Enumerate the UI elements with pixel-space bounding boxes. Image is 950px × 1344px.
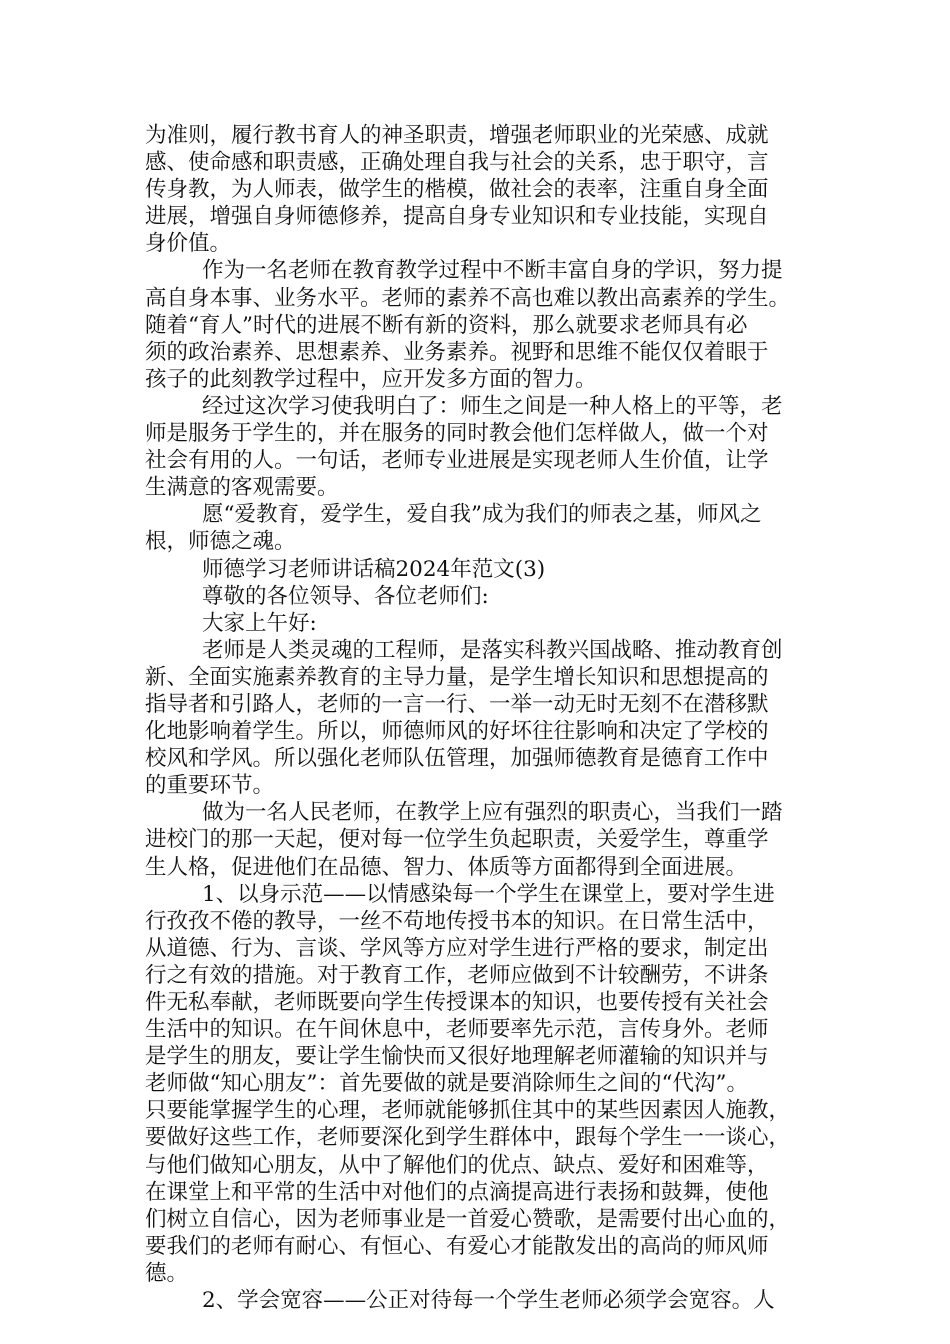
text-line: 行孜孜不倦的教导，一丝不苟地传授书本的知识。在日常生活中， bbox=[145, 908, 769, 934]
text-line: 社会有用的人。一句话，老师专业进展是实现老师人生价值，让学 bbox=[145, 448, 769, 474]
text-line: 生活中的知识。在午间休息中，老师要率先示范，言传身外。老师 bbox=[145, 1017, 769, 1043]
text-line: 为准则，履行教书育人的神圣职责，增强老师职业的光荣感、成就 bbox=[145, 123, 769, 148]
text-line: 进展，增强自身师德修养，提高自身专业知识和专业技能，实现自 bbox=[145, 204, 769, 230]
text-line: 要做好这些工作，老师要深化到学生群体中，跟每个学生一一谈心， bbox=[145, 1125, 791, 1151]
document-body bbox=[145, 122, 825, 1314]
text-line: 随着“育人”时代的进展不断有新的资料，那么就要求老师具有必 bbox=[145, 312, 748, 338]
text-line: 生人格，促进他们在品德、智力、体质等方面都得到全面进展。 bbox=[145, 854, 748, 880]
text-line: 在课堂上和平常的生活中对他们的点滴提高进行表扬和鼓舞，使他 bbox=[145, 1179, 769, 1205]
text-line: 指导者和引路人，老师的一言一行、一举一动无时无刻不在潜移默 bbox=[145, 691, 769, 717]
text-line: 德。 bbox=[145, 1260, 189, 1286]
paragraph-first-line: 师德学习老师讲话稿2024年范文(3) bbox=[202, 556, 546, 582]
paragraph-first-line: 尊敬的各位领导、各位老师们: bbox=[202, 583, 489, 609]
paragraph-first-line: 大家上午好: bbox=[202, 610, 317, 636]
text-line: 校风和学风。所以强化老师队伍管理，加强师德教育是德育工作中 bbox=[145, 746, 769, 772]
text-line: 与他们做知心朋友，从中了解他们的优点、缺点、爱好和困难等， bbox=[145, 1152, 769, 1178]
text-line: 师是服务于学生的，并在服务的同时教会他们怎样做人，做一个对 bbox=[145, 421, 769, 447]
text-line: 孩子的此刻教学过程中，应开发多方面的智力。 bbox=[145, 366, 597, 392]
text-line: 的重要环节。 bbox=[145, 773, 275, 799]
paragraph-first-line: 老师是人类灵魂的工程师，是落实科教兴国战略、推动教育创 bbox=[202, 637, 783, 663]
text-line: 进校门的那一天起，便对每一位学生负起职责，关爱学生，尊重学 bbox=[145, 827, 769, 853]
text-line: 行之有效的措施。对于教育工作，老师应做到不计较酬劳，不讲条 bbox=[145, 962, 769, 988]
text-line: 从道德、行为、言谈、学风等方应对学生进行严格的要求，制定出 bbox=[145, 935, 769, 961]
text-line: 化地影响着学生。所以，师德师风的好坏往往影响和决定了学校的 bbox=[145, 719, 769, 745]
text-line: 感、使命感和职责感，正确处理自我与社会的关系，忠于职守，言 bbox=[145, 150, 769, 176]
text-line: 身价值。 bbox=[145, 231, 232, 257]
text-line: 老师做“知心朋友”：首先要做的就是要消除师生之间的“代沟”。 bbox=[145, 1071, 748, 1097]
text-line: 须的政治素养、思想素养、业务素养。视野和思维不能仅仅着眼于 bbox=[145, 339, 769, 365]
text-line: 要我们的老师有耐心、有恒心、有爱心才能散发出的高尚的师风师 bbox=[145, 1233, 769, 1259]
text-line: 件无私奉献，老师既要向学生传授课本的知识，也要传授有关社会 bbox=[145, 990, 769, 1015]
text-line: 新、全面实施素养教育的主导力量，是学生增长知识和思想提高的 bbox=[145, 664, 769, 690]
text-line: 只要能掌握学生的心理，老师就能够抓住其中的某些因素因人施教， bbox=[145, 1098, 791, 1124]
text-line: 传身教，为人师表，做学生的楷模，做社会的表率，注重自身全面 bbox=[145, 177, 769, 203]
paragraph-first-line: 愿“爱教育，爱学生，爱自我”成为我们的师表之基，师风之 bbox=[202, 502, 762, 528]
paragraph-first-line: 作为一名老师在教育教学过程中不断丰富自身的学识，努力提 bbox=[202, 258, 783, 284]
paragraph-first-line: 经过这次学习使我明白了：师生之间是一种人格上的平等，老 bbox=[202, 393, 783, 419]
text-line: 生满意的客观需要。 bbox=[145, 475, 339, 501]
text-line: 是学生的朋友，要让学生愉快而又很好地理解老师灌输的知识并与 bbox=[145, 1044, 769, 1070]
text-line: 们树立自信心，因为老师事业是一首爱心赞歌，是需要付出心血的， bbox=[145, 1206, 791, 1232]
paragraph-first-line: 做为一名人民老师，在教学上应有强烈的职责心，当我们一踏 bbox=[202, 800, 783, 826]
paragraph-first-line: 2、学会宽容——公正对待每一个学生老师必须学会宽容。人 bbox=[202, 1288, 775, 1314]
text-line: 根，师德之魂。 bbox=[145, 529, 296, 555]
text-line: 高自身本事、业务水平。老师的素养不高也难以教出高素养的学生。 bbox=[145, 285, 791, 311]
paragraph-first-line: 1、以身示范——以情感染每一个学生在课堂上，要对学生进 bbox=[202, 881, 775, 907]
